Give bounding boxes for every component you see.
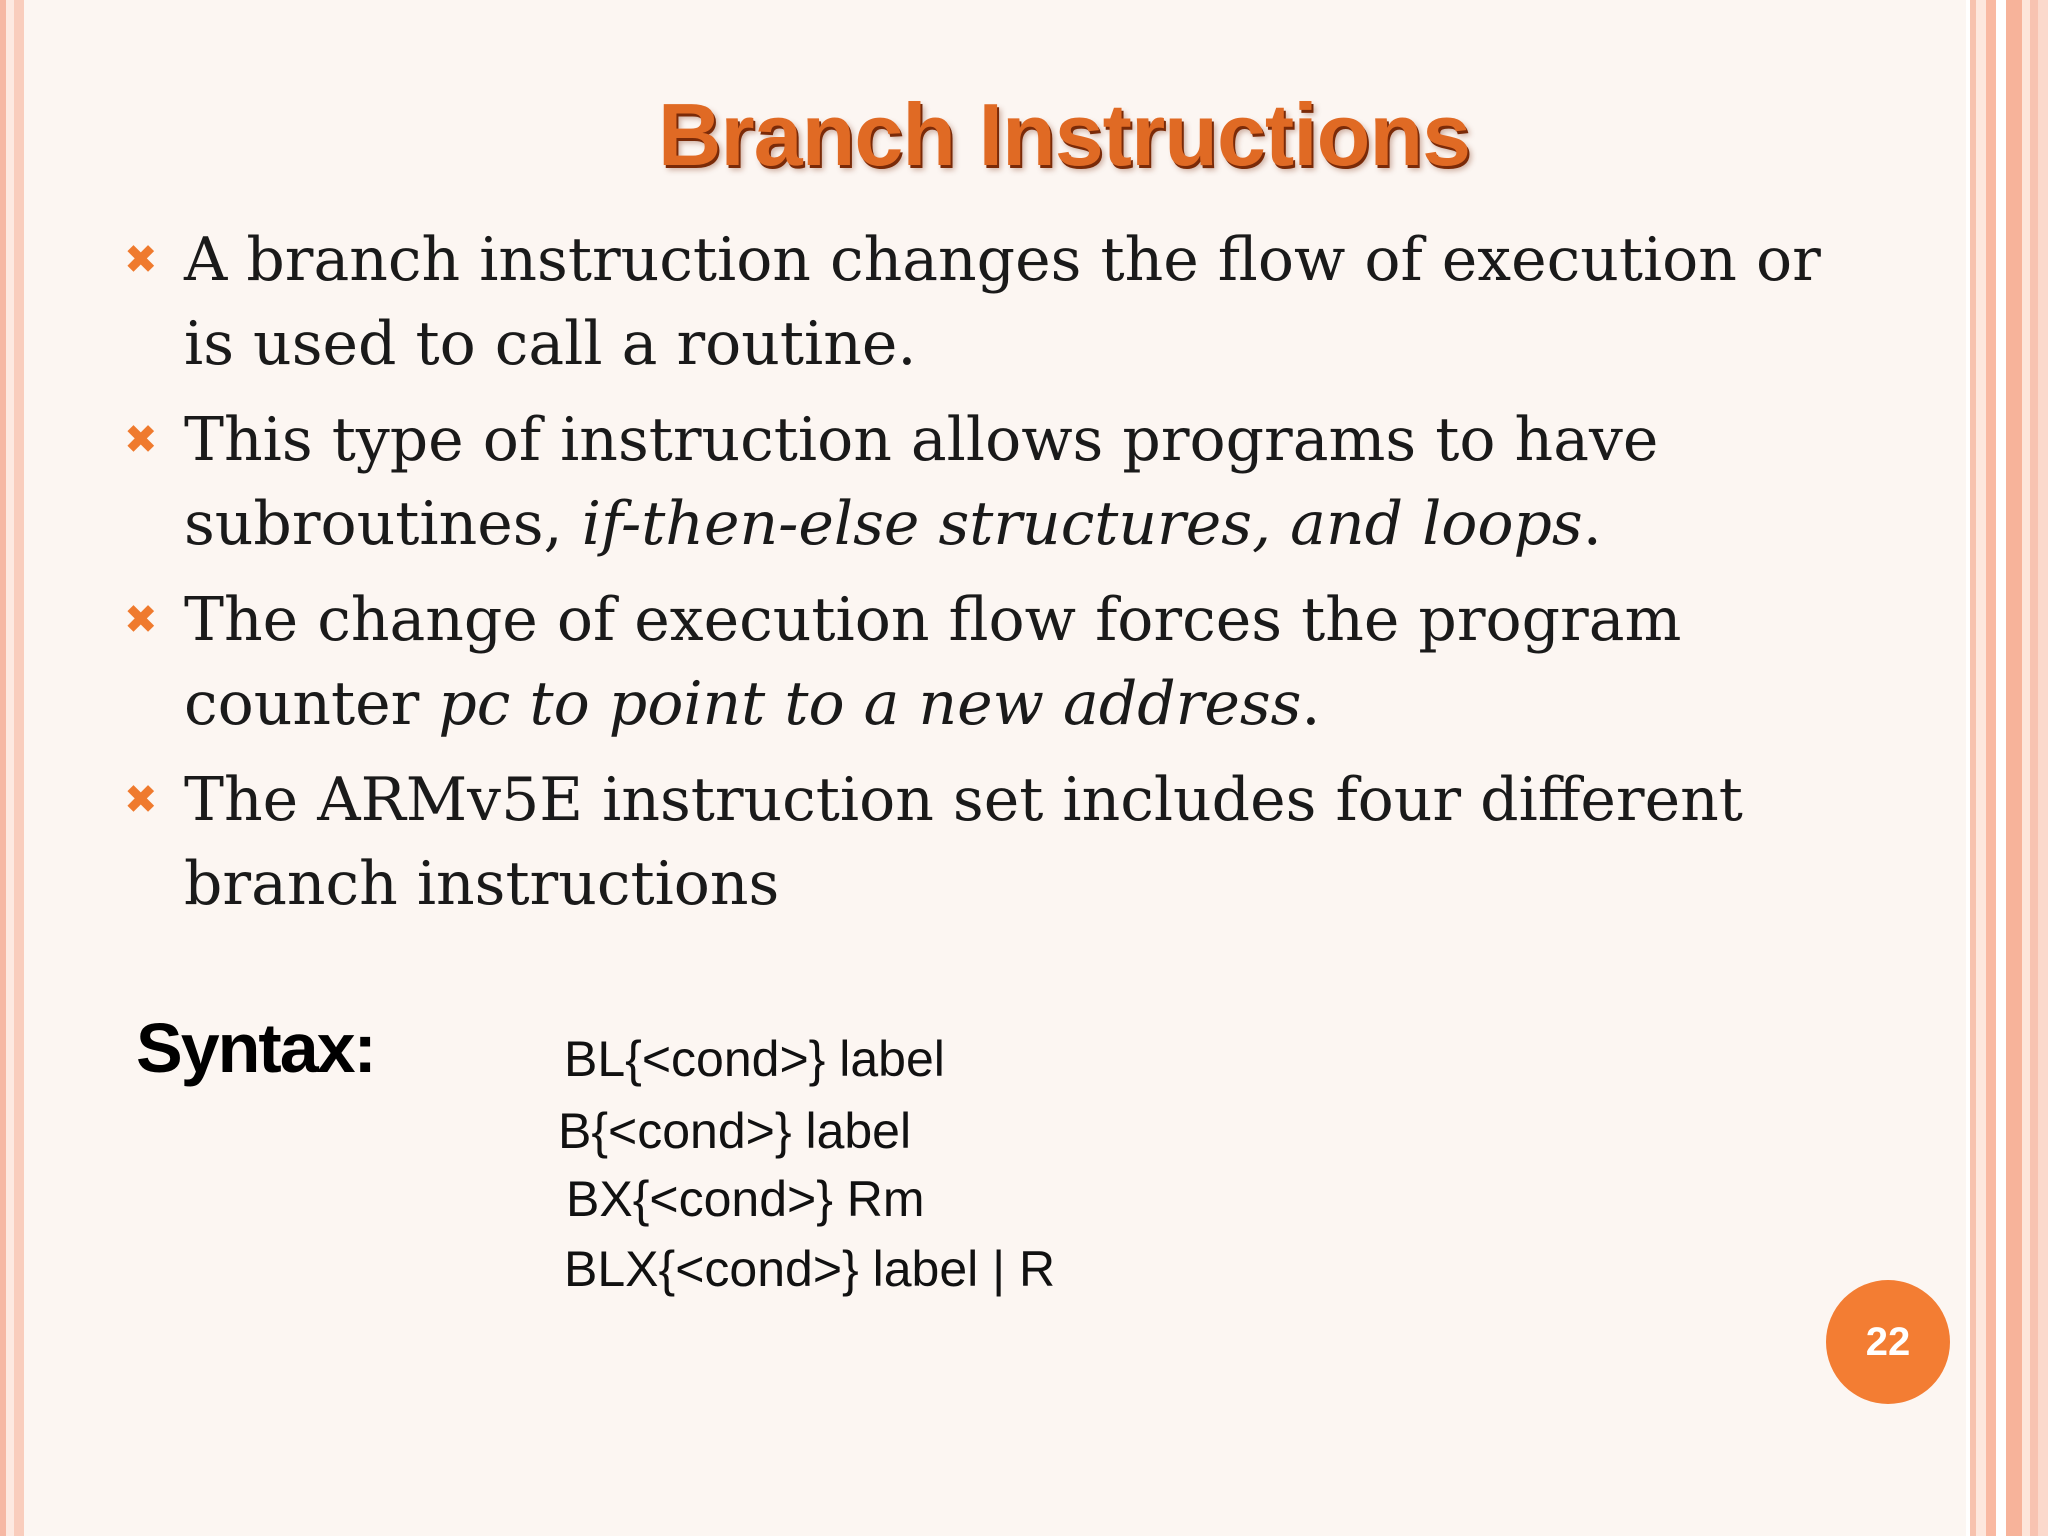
left-decorative-border [0, 0, 24, 1536]
bullet-list [124, 218, 1844, 938]
syntax-line: B{<cond>} label [558, 1103, 912, 1159]
x-mark-icon: ✖ [124, 237, 158, 283]
syntax-line: BL{<cond>} label [564, 1031, 945, 1087]
bullet-text: A branch instruction changes the flow of execution or is used to call a routine. [184, 225, 1821, 379]
syntax-line: BLX{<cond>} label | R [564, 1241, 1056, 1297]
bullet-item [124, 578, 1844, 746]
syntax-line: BX{<cond>} Rm [566, 1171, 925, 1227]
bullet-text: The ARMv5E instruction set includes four different branch instructions [184, 765, 1743, 919]
bullet-item [124, 398, 1844, 566]
bullet-item [124, 758, 1844, 926]
bullet-text-italic: pc to point to a new address [438, 669, 1302, 739]
x-mark-icon: ✖ [124, 417, 158, 463]
slide-title: Branch Instructions [657, 85, 1471, 184]
bullet-text-italic: if-then-else structures, and loops [581, 489, 1583, 559]
bullet-text-tail: . [1301, 669, 1321, 739]
syntax-label: Syntax: [136, 1009, 375, 1087]
bullet-text: This type of instruction allows programs to have subroutines, [184, 405, 1659, 559]
bullet-item [124, 218, 1844, 386]
bullet-text-tail: . [1582, 489, 1602, 559]
x-mark-icon: ✖ [124, 597, 158, 643]
bullet-text: The change of execution flow forces the program counter [184, 585, 1682, 739]
right-decorative-stripes [1966, 0, 2048, 1536]
x-mark-icon: ✖ [124, 777, 158, 823]
page-number-badge: 22 [1826, 1280, 1950, 1404]
